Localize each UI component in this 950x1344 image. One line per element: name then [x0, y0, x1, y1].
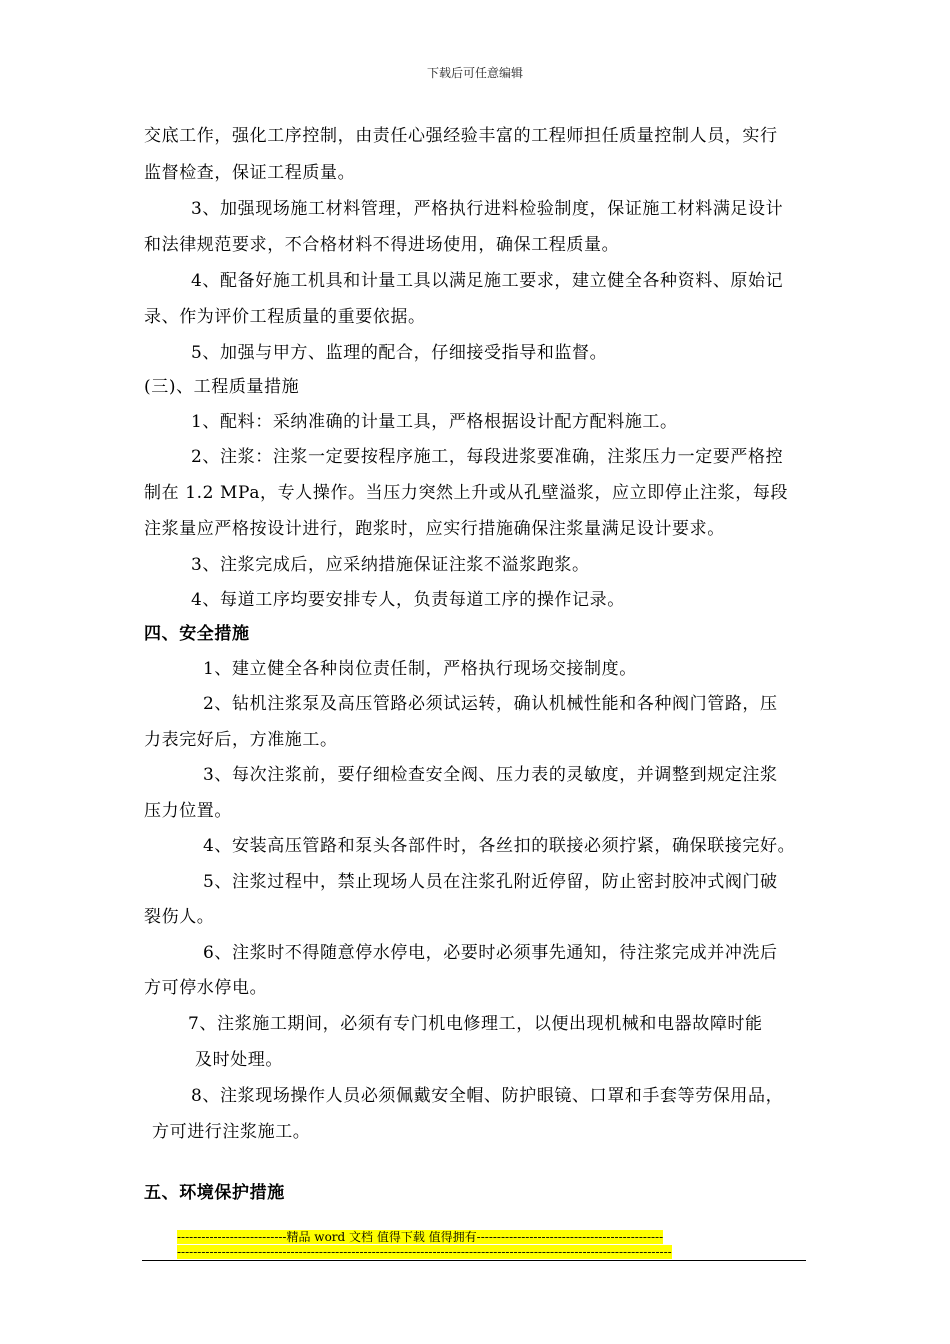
page-header-note: 下载后可任意编辑 — [426, 66, 523, 80]
text-line: 力表完好后，方准施工。 — [144, 730, 338, 750]
text-line: 交底工作，强化工序控制，由责任心强经验丰富的工程师担任质量控制人员，实行 — [144, 126, 778, 146]
text-line: 7、注浆施工期间，必须有专门机电修理工，以便出现机械和电器故障时能 — [188, 1014, 763, 1034]
footer-banner-line-2: -------------------------------------------------------------------------------------------------------------------------- — [177, 1245, 672, 1259]
text-line: 2、注浆：注浆一定要按程序施工，每段进浆要准确，注浆压力一定要严格控 — [191, 447, 784, 467]
text-line: 及时处理。 — [195, 1050, 283, 1070]
text-line: 8、注浆现场操作人员必须佩戴安全帽、防护眼镜、口罩和手套等劳保用品， — [191, 1086, 784, 1106]
text-line: 4、配备好施工机具和计量工具以满足施工要求，建立健全各种资料、原始记 — [191, 271, 784, 291]
text-line: 方可停水停电。 — [144, 978, 268, 998]
text-line: 录、作为评价工程质量的重要依据。 — [144, 307, 426, 327]
footer-rule — [142, 1260, 806, 1261]
section-heading: 五、环境保护措施 — [144, 1183, 285, 1203]
text-line: 1、建立健全各种岗位责任制，严格执行现场交接制度。 — [203, 659, 637, 679]
text-line: 4、安装高压管路和泵头各部件时，各丝扣的联接必须拧紧，确保联接完好。 — [203, 836, 796, 856]
text-line: 3、每次注浆前，要仔细检查安全阀、压力表的灵敏度，并调整到规定注浆 — [203, 765, 778, 785]
text-line: 3、注浆完成后，应采纳措施保证注浆不溢浆跑浆。 — [191, 555, 590, 575]
text-line: 4、每道工序均要安排专人，负责每道工序的操作记录。 — [191, 590, 625, 610]
section-subheading: (三)、工程质量措施 — [144, 377, 300, 397]
text-line: 注浆量应严格按设计进行，跑浆时，应实行措施确保注浆量满足设计要求。 — [144, 519, 725, 539]
text-line: 监督检查，保证工程质量。 — [144, 163, 356, 183]
text-line: 5、注浆过程中，禁止现场人员在注浆孔附近停留，防止密封胶冲式阀门破 — [203, 872, 778, 892]
text-line: 制在 1.2 MPa，专人操作。当压力突然上升或从孔壁溢浆，应立即停止注浆，每段 — [144, 483, 789, 503]
text-line: 6、注浆时不得随意停水停电，必要时必须事先通知，待注浆完成并冲洗后 — [203, 943, 778, 963]
text-line: 1、配料：采纳准确的计量工具，严格根据设计配方配料施工。 — [191, 412, 678, 432]
section-heading: 四、安全措施 — [144, 624, 250, 644]
text-line: 5、加强与甲方、监理的配合，仔细接受指导和监督。 — [191, 343, 608, 363]
text-line: 和法律规范要求，不合格材料不得进场使用，确保工程质量。 — [144, 235, 620, 255]
text-line: 方可进行注浆施工。 — [152, 1122, 311, 1142]
text-line: 3、加强现场施工材料管理，严格执行进料检验制度，保证施工材料满足设计 — [191, 199, 784, 219]
footer-banner-line-1: ---------------------------精品 word 文档 值得下载 值得拥有---------------------------------------------- — [177, 1230, 664, 1244]
text-line: 压力位置。 — [144, 801, 232, 821]
text-line: 2、钻机注浆泵及高压管路必须试运转，确认机械性能和各种阀门管路，压 — [203, 694, 778, 714]
text-line: 裂伤人。 — [144, 907, 215, 927]
